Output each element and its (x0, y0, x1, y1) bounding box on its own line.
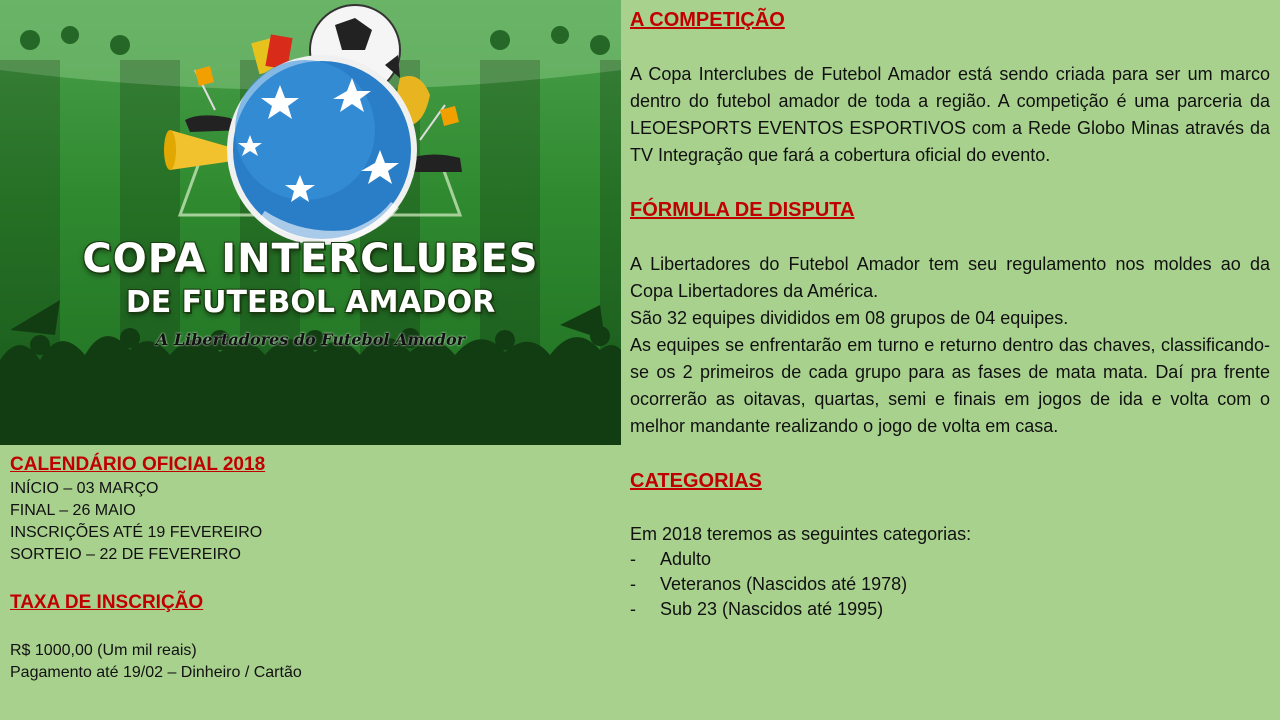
categories-heading: CATEGORIAS (630, 470, 762, 492)
calendar-line: INSCRIÇÕES ATÉ 19 FEVEREIRO (10, 524, 263, 541)
categories-intro: Em 2018 teremos as seguintes categorias: (630, 524, 972, 544)
left-info-column (10, 452, 610, 684)
right-info-column (630, 6, 1270, 622)
bullet-marker: - (630, 549, 636, 569)
format-paragraph: São 32 equipes divididos em 08 grupos de 04 equipes. (630, 308, 1069, 328)
fee-heading: TAXA DE INSCRIÇÃO (10, 592, 204, 613)
banner-title-line1: COPA INTERCLUBES (82, 236, 539, 282)
competition-heading: A COMPETIÇÃO (630, 9, 785, 31)
category-item (630, 547, 1270, 572)
fee-line: Pagamento até 19/02 – Dinheiro / Cartão (10, 664, 302, 681)
category-item (630, 597, 1270, 622)
category-item (630, 572, 1270, 597)
format-heading: FÓRMULA DE DISPUTA (630, 199, 855, 221)
calendar-heading: CALENDÁRIO OFICIAL 2018 (10, 454, 266, 475)
category-label: Adulto (660, 549, 712, 569)
category-label: Sub 23 (Nascidos até 1995) (660, 599, 884, 619)
category-label: Veteranos (Nascidos até 1978) (660, 574, 908, 594)
calendar-line: FINAL – 26 MAIO (10, 502, 136, 519)
format-paragraph: A Libertadores do Futebol Amador tem seu regulamento nos moldes ao da Copa Libertadores da América. (630, 254, 1270, 301)
calendar-line: SORTEIO – 22 DE FEVEREIRO (10, 546, 241, 563)
banner-title-line2: DE FUTEBOL AMADOR (125, 285, 496, 320)
banner-tagline: A Libertadores do Futebol Amador (155, 330, 466, 349)
competition-text: A Copa Interclubes de Futebol Amador está sendo criada para ser um marco dentro do futebol amador de toda a região. A competição é uma parceria da LEOESPORTS EVENTOS ESPORTIVOS com a Rede Globo Minas através da TV Integração que fará a cobertura oficial do evento. (630, 64, 1270, 165)
format-paragraph: As equipes se enfrentarão em turno e returno dentro das chaves, classificando-se os 2 primeiros de cada grupo para as fases de mata mata. Daí pra frente ocorrerão as oitavas, quartas, semi e finais em jogos de ida e volta com o melhor mandante realizando o jogo de volta em casa. (630, 335, 1270, 436)
bullet-marker: - (630, 599, 636, 619)
banner-artwork (0, 0, 621, 445)
event-banner (0, 0, 621, 445)
calendar-line: INÍCIO – 03 MARÇO (10, 480, 159, 497)
bullet-marker: - (630, 574, 636, 594)
fee-line: R$ 1000,00 (Um mil reais) (10, 642, 197, 659)
